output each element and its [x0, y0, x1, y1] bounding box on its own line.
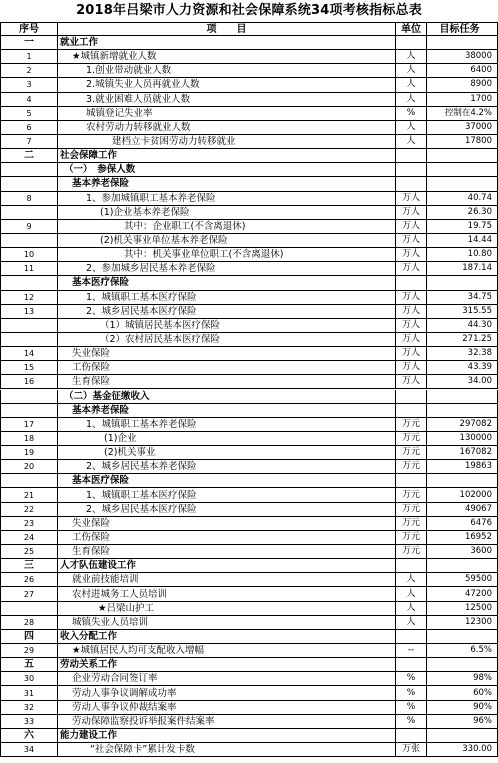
row-target: 12300: [426, 616, 498, 629]
table-row: [0, 192, 498, 206]
row-seq: 17: [0, 418, 57, 431]
table-row: [0, 220, 498, 234]
row-unit: 万人: [395, 305, 426, 318]
table-row: [0, 276, 498, 290]
table-row: [0, 432, 498, 446]
section-row: [0, 559, 498, 573]
row-item: 城镇登记失业率: [57, 107, 395, 120]
section-row: [0, 36, 498, 50]
row-target: 102000: [426, 488, 498, 501]
table-row: [0, 361, 498, 375]
row-unit: %: [395, 107, 426, 120]
row-target: [426, 630, 498, 643]
row-item: （2）农村居民基本医疗保险: [57, 333, 395, 346]
row-item: 1、城镇职工基本养老保险: [57, 418, 395, 431]
row-target: [426, 390, 498, 403]
row-seq: 1: [0, 50, 57, 63]
row-target: 60%: [426, 686, 498, 699]
table-row: [0, 50, 498, 64]
row-item: 工伤保险: [57, 531, 395, 544]
row-item: 工伤保险: [57, 361, 395, 374]
row-target: 90%: [426, 701, 498, 714]
row-target: 19.75: [426, 220, 498, 233]
table-row: [0, 375, 498, 389]
row-item: 3.就业困难人员就业人数: [57, 93, 395, 106]
row-target: 12500: [426, 602, 498, 615]
table-row: [0, 503, 498, 517]
row-seq: 13: [0, 305, 57, 318]
row-seq: [0, 319, 57, 332]
row-unit: [395, 474, 426, 487]
row-seq: 12: [0, 291, 57, 304]
row-unit: --: [395, 644, 426, 657]
row-unit: 万元: [395, 446, 426, 459]
row-unit: %: [395, 715, 426, 728]
row-item: （二）基金征缴收入: [57, 390, 395, 403]
row-item: (2)机关事业单位基本养老保险: [57, 234, 395, 247]
row-seq: 33: [0, 715, 57, 728]
row-seq: 32: [0, 701, 57, 714]
table-row: [0, 418, 498, 432]
row-unit: 万元: [395, 545, 426, 558]
row-target: 6.5%: [426, 644, 498, 657]
row-target: [426, 163, 498, 176]
row-seq: [0, 602, 57, 615]
row-unit: [395, 658, 426, 671]
row-seq: 一: [0, 36, 57, 49]
header-seq: 序号: [0, 23, 57, 35]
row-item: 劳动关系工作: [57, 658, 395, 671]
row-unit: 万元: [395, 531, 426, 544]
row-unit: 人: [395, 121, 426, 134]
row-target: [426, 658, 498, 671]
row-target: 37000: [426, 121, 498, 134]
row-seq: 14: [0, 347, 57, 360]
table-row: [0, 545, 498, 559]
row-item: 企业劳动合同签订率: [57, 672, 395, 685]
header-unit: 单位: [395, 23, 426, 35]
row-unit: [395, 177, 426, 190]
row-unit: 万人: [395, 220, 426, 233]
row-unit: 万元: [395, 517, 426, 530]
table-row: [0, 404, 498, 418]
row-unit: 万人: [395, 319, 426, 332]
row-seq: 4: [0, 93, 57, 106]
row-target: 3600: [426, 545, 498, 558]
row-seq: 21: [0, 488, 57, 501]
row-target: 167082: [426, 446, 498, 459]
row-target: 96%: [426, 715, 498, 728]
section-row: [0, 658, 498, 672]
row-item: 其中：机关事业单位职工(不含离退休): [57, 248, 395, 261]
row-item: 1.创业带动就业人数: [57, 64, 395, 77]
row-seq: 10: [0, 248, 57, 261]
row-item: 就业前技能培训: [57, 573, 395, 586]
row-target: 14.44: [426, 234, 498, 247]
row-unit: 万元: [395, 432, 426, 445]
row-item: 1、城镇职工基本医疗保险: [57, 291, 395, 304]
row-seq: [0, 404, 57, 417]
table-row: [0, 743, 498, 757]
row-target: 98%: [426, 672, 498, 685]
row-unit: 万元: [395, 418, 426, 431]
row-item: 2、城乡居民基本医疗保险: [57, 503, 395, 516]
row-seq: 二: [0, 149, 57, 162]
table-row: [0, 305, 498, 319]
row-unit: [395, 404, 426, 417]
row-unit: 人: [395, 93, 426, 106]
row-target: 59500: [426, 573, 498, 586]
row-target: 271.25: [426, 333, 498, 346]
row-item: 农村进城务工人员培训: [57, 587, 395, 600]
row-target: [426, 404, 498, 417]
row-item: 生育保险: [57, 545, 395, 558]
row-unit: %: [395, 672, 426, 685]
row-seq: 11: [0, 262, 57, 275]
row-target: [426, 729, 498, 742]
table-header: [0, 22, 498, 36]
section-row: [0, 630, 498, 644]
row-target: 49067: [426, 503, 498, 516]
row-target: 8900: [426, 78, 498, 91]
row-seq: 23: [0, 517, 57, 530]
row-seq: 28: [0, 616, 57, 629]
row-item: 基本医疗保险: [57, 474, 395, 487]
row-seq: [0, 206, 57, 219]
row-unit: 人: [395, 50, 426, 63]
row-item: (1)企业基本养老保险: [57, 206, 395, 219]
row-target: 38000: [426, 50, 498, 63]
table-row: [0, 701, 498, 715]
row-seq: 6: [0, 121, 57, 134]
row-item: 劳动人事争议仲裁结案率: [57, 701, 395, 714]
row-target: [426, 177, 498, 190]
row-item: 其中：企业职工(不含离退休): [57, 220, 395, 233]
row-target: [426, 276, 498, 289]
row-target: 17800: [426, 135, 498, 148]
row-target: 16952: [426, 531, 498, 544]
row-seq: [0, 177, 57, 190]
row-seq: 31: [0, 686, 57, 699]
row-seq: 22: [0, 503, 57, 516]
table-row: [0, 234, 498, 248]
row-target: 40.74: [426, 192, 498, 205]
row-unit: 人: [395, 573, 426, 586]
table-row: [0, 644, 498, 658]
row-item: 人才队伍建设工作: [57, 559, 395, 572]
row-unit: 万张: [395, 743, 426, 756]
row-unit: [395, 149, 426, 162]
row-unit: 人: [395, 616, 426, 629]
row-item: 失业保险: [57, 517, 395, 530]
row-item: 2、参加城乡居民基本养老保险: [57, 262, 395, 275]
table-row: [0, 686, 498, 700]
row-target: 10.80: [426, 248, 498, 261]
row-item: 能力建设工作: [57, 729, 395, 742]
row-seq: 18: [0, 432, 57, 445]
table-row: [0, 446, 498, 460]
row-seq: 7: [0, 135, 57, 148]
row-unit: 万人: [395, 192, 426, 205]
row-seq: [0, 390, 57, 403]
row-unit: 万人: [395, 291, 426, 304]
row-seq: 8: [0, 192, 57, 205]
row-item: 2、城乡居民基本医疗保险: [57, 305, 395, 318]
table-row: [0, 460, 498, 474]
row-target: [426, 474, 498, 487]
row-target: 32.38: [426, 347, 498, 360]
row-item: 社会保障工作: [57, 149, 395, 162]
row-seq: 20: [0, 460, 57, 473]
row-target: 26.30: [426, 206, 498, 219]
row-item: ★吕梁山护工: [57, 602, 395, 615]
row-seq: 15: [0, 361, 57, 374]
row-target: 6476: [426, 517, 498, 530]
row-item: （1）城镇居民基本医疗保险: [57, 319, 395, 332]
row-unit: 万人: [395, 375, 426, 388]
row-seq: 六: [0, 729, 57, 742]
row-seq: 25: [0, 545, 57, 558]
row-item: “社会保障卡”累计发卡数: [57, 743, 395, 756]
row-unit: 万人: [395, 206, 426, 219]
table-row: [0, 163, 498, 177]
table-row: [0, 672, 498, 686]
row-target: 330.00: [426, 743, 498, 756]
row-seq: 29: [0, 644, 57, 657]
row-seq: 34: [0, 743, 57, 756]
row-item: 2.城镇失业人员再就业人数: [57, 78, 395, 91]
row-seq: [0, 234, 57, 247]
table-row: [0, 64, 498, 78]
row-unit: 万人: [395, 262, 426, 275]
row-unit: [395, 390, 426, 403]
row-item: 收入分配工作: [57, 630, 395, 643]
row-item: (1)企业: [57, 432, 395, 445]
row-target: 315.55: [426, 305, 498, 318]
row-unit: [395, 36, 426, 49]
row-seq: 五: [0, 658, 57, 671]
table-row: [0, 474, 498, 488]
row-unit: 万人: [395, 248, 426, 261]
row-item: 基本养老保险: [57, 177, 395, 190]
row-unit: 万元: [395, 460, 426, 473]
row-item: 2、城乡居民基本养老保险: [57, 460, 395, 473]
table-row: [0, 262, 498, 276]
row-item: 就业工作: [57, 36, 395, 49]
row-seq: 三: [0, 559, 57, 572]
row-target: 34.75: [426, 291, 498, 304]
row-seq: 27: [0, 587, 57, 600]
row-seq: 26: [0, 573, 57, 586]
table-row: [0, 517, 498, 531]
row-target: [426, 149, 498, 162]
row-unit: 人: [395, 602, 426, 615]
row-unit: 万人: [395, 361, 426, 374]
table-row: [0, 121, 498, 135]
row-unit: [395, 276, 426, 289]
table-row: [0, 531, 498, 545]
row-target: 控制在4.2%: [426, 107, 498, 120]
row-target: 44.30: [426, 319, 498, 332]
table-row: [0, 616, 498, 630]
table-row: [0, 573, 498, 587]
row-item: 1、参加城镇职工基本养老保险: [57, 192, 395, 205]
row-unit: %: [395, 686, 426, 699]
table-row: [0, 347, 498, 361]
row-seq: [0, 474, 57, 487]
row-target: 47200: [426, 587, 498, 600]
row-item: 劳动保障监察投诉举报案件结案率: [57, 715, 395, 728]
row-unit: [395, 163, 426, 176]
row-unit: 万人: [395, 234, 426, 247]
table-row: [0, 319, 498, 333]
row-seq: 5: [0, 107, 57, 120]
row-seq: [0, 333, 57, 346]
indicator-table: [0, 22, 498, 763]
row-seq: 四: [0, 630, 57, 643]
table-row: [0, 93, 498, 107]
row-item: 失业保险: [57, 347, 395, 360]
row-seq: 24: [0, 531, 57, 544]
header-item: 项 目: [57, 23, 395, 35]
row-item: （一） 参保人数: [57, 163, 395, 176]
row-seq: [0, 163, 57, 176]
row-unit: %: [395, 701, 426, 714]
row-unit: 万元: [395, 503, 426, 516]
table-row: [0, 291, 498, 305]
section-row: [0, 729, 498, 743]
row-item: 城镇失业人员培训: [57, 616, 395, 629]
row-target: 297082: [426, 418, 498, 431]
row-target: 187.14: [426, 262, 498, 275]
row-seq: 30: [0, 672, 57, 685]
table-row: [0, 488, 498, 502]
row-seq: 9: [0, 220, 57, 233]
row-target: [426, 559, 498, 572]
row-unit: 人: [395, 587, 426, 600]
row-unit: 人: [395, 135, 426, 148]
row-item: 劳动人事争议调解成功率: [57, 686, 395, 699]
row-target: 19863: [426, 460, 498, 473]
row-unit: 人: [395, 78, 426, 91]
row-seq: 19: [0, 446, 57, 459]
table-row: [0, 587, 498, 601]
table-row: [0, 715, 498, 729]
row-unit: [395, 559, 426, 572]
row-item: 基本养老保险: [57, 404, 395, 417]
row-unit: [395, 630, 426, 643]
row-seq: 2: [0, 64, 57, 77]
row-item: 农村劳动力转移就业人数: [57, 121, 395, 134]
row-seq: [0, 276, 57, 289]
table-row: [0, 390, 498, 404]
table-row: [0, 248, 498, 262]
row-item: ★城镇居民人均可支配收入增幅: [57, 644, 395, 657]
row-item: 建档立卡贫困劳动力转移就业: [57, 135, 395, 148]
page-title: 2018年吕梁市人力资源和社会保障系统34项考核指标总表: [76, 3, 422, 18]
table-row: [0, 107, 498, 121]
table-row: [0, 602, 498, 616]
row-item: 生育保险: [57, 375, 395, 388]
table-row: [0, 333, 498, 347]
row-target: 1700: [426, 93, 498, 106]
row-unit: [395, 729, 426, 742]
table-row: [0, 206, 498, 220]
row-item: (2)机关事业: [57, 446, 395, 459]
row-target: [426, 36, 498, 49]
row-item: 1、城镇职工基本医疗保险: [57, 488, 395, 501]
row-unit: 万人: [395, 347, 426, 360]
row-unit: 万人: [395, 333, 426, 346]
row-target: 43.39: [426, 361, 498, 374]
row-seq: 3: [0, 78, 57, 91]
row-unit: 万元: [395, 488, 426, 501]
section-row: [0, 149, 498, 163]
table-row: [0, 177, 498, 191]
row-unit: 人: [395, 64, 426, 77]
row-item: ★城镇新增就业人数: [57, 50, 395, 63]
row-seq: 16: [0, 375, 57, 388]
table-row: [0, 135, 498, 149]
row-target: 34.00: [426, 375, 498, 388]
row-item: 基本医疗保险: [57, 276, 395, 289]
table-row: [0, 78, 498, 92]
row-target: 6400: [426, 64, 498, 77]
header-target: 目标任务: [426, 23, 498, 35]
row-target: 130000: [426, 432, 498, 445]
